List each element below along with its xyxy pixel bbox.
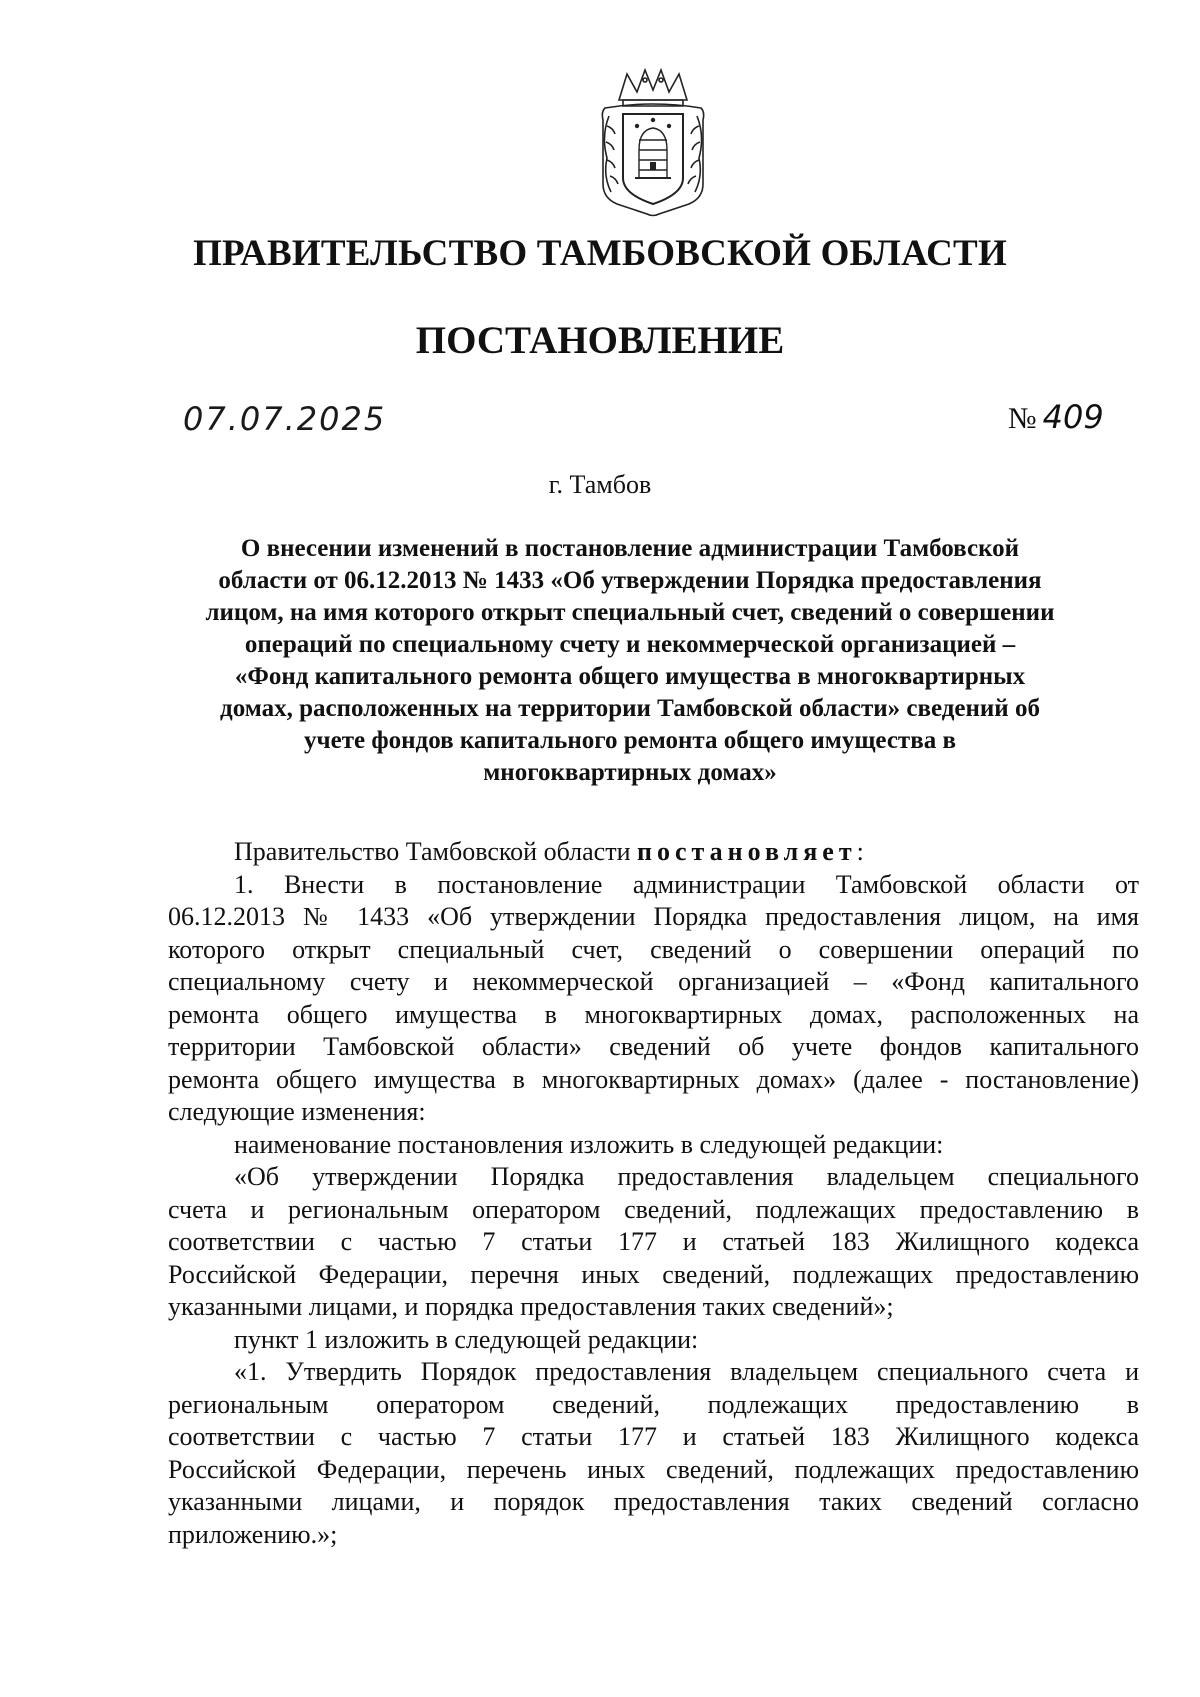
intro-emphasis: постановляет bbox=[637, 837, 857, 866]
heading-line: домах, расположенных на территории Тамбовской области» сведений об bbox=[220, 695, 1040, 722]
number-value: 409 bbox=[1042, 398, 1104, 436]
body-line: наименование постановления изложить в следующей редакции: bbox=[234, 1129, 944, 1159]
body-line: соответствии с частью 7 статьи 177 и статьей 183 Жилищного кодекса bbox=[168, 1227, 1139, 1256]
resolution-intro bbox=[168, 836, 1139, 869]
body-line: «1. Утвердить Порядок предоставления владельцем специального счета и bbox=[234, 1357, 1139, 1386]
coat-of-arms-icon bbox=[597, 66, 709, 218]
heading-line: О внесении изменений в постановление администрации Тамбовской bbox=[240, 535, 1020, 562]
body-line: соответствии с частью 7 статьи 177 и статьей 183 Жилищного кодекса bbox=[168, 1422, 1139, 1451]
document-type: ПОСТАНОВЛЕНИЕ bbox=[415, 319, 785, 362]
body-line: которого открыт специальный счет, сведений о совершении операций по bbox=[168, 934, 1139, 964]
document-heading bbox=[170, 533, 1090, 789]
organization-title: ПРАВИТЕЛЬСТВО ТАМБОВСКОЙ ОБЛАСТИ bbox=[193, 233, 1007, 274]
body-line: региональным оператором сведений, подлежащих предоставлению в bbox=[168, 1389, 1139, 1419]
intro-end: : bbox=[856, 837, 864, 866]
intro-text: Правительство Тамбовской области bbox=[234, 837, 637, 866]
body-line: территории Тамбовской области» сведений об учете фондов капитального bbox=[168, 1032, 1139, 1061]
heading-line: «Фонд капитального ремонта общего имущества в многоквартирных bbox=[234, 663, 1026, 690]
heading-line: операций по специальному счету и некоммерческой организацией – bbox=[244, 631, 1016, 658]
heading-line: учете фондов капитального ремонта общего имущества в bbox=[304, 727, 956, 754]
heading-line: многоквартирных домах» bbox=[483, 759, 777, 786]
body-line: приложению.»; bbox=[168, 1519, 338, 1549]
body-line: «Об утверждении Порядка предоставления владельцем специального bbox=[234, 1162, 1139, 1191]
document-body bbox=[168, 836, 1139, 1551]
body-line: указанными лицами, и порядок предоставления таких сведений согласно bbox=[168, 1487, 1139, 1516]
body-line: следующие изменения: bbox=[168, 1097, 426, 1126]
body-line: Российской Федерации, перечня иных сведений, подлежащих предоставлению bbox=[168, 1259, 1139, 1289]
body-line: пункт 1 изложить в следующей редакции: bbox=[234, 1324, 699, 1354]
body-line: ремонта общего имущества в многоквартирных домах» (далее - постановление) bbox=[168, 1064, 1139, 1094]
document-date: 07.07.2025 bbox=[183, 400, 387, 438]
body-line: ремонта общего имущества в многоквартирных домах, расположенных на bbox=[168, 999, 1139, 1029]
body-line: специальному счету и некоммерческой организацией – «Фонд капитального bbox=[168, 967, 1139, 996]
heading-line: лицом, на имя которого открыт специальный счет, сведений о совершении bbox=[205, 599, 1055, 626]
body-line: Российской Федерации, перечень иных сведений, подлежащих предоставлению bbox=[168, 1454, 1139, 1484]
city: г. Тамбов bbox=[548, 470, 652, 499]
body-line: счета и региональным оператором сведений, подлежащих предоставлению в bbox=[168, 1194, 1139, 1224]
body-line: 06.12.2013 № 1433 «Об утверждении Порядка предоставления лицом, на имя bbox=[168, 902, 1139, 931]
number-label: № bbox=[1008, 402, 1037, 435]
document-number bbox=[1008, 398, 1104, 436]
body-line: указанными лицами, и порядка предоставления таких сведений»; bbox=[168, 1292, 894, 1321]
heading-line: области от 06.12.2013 № 1433 «Об утверждении Порядка предоставления bbox=[218, 567, 1042, 594]
body-line: 1. Внести в постановление администрации Тамбовской области от bbox=[234, 869, 1139, 899]
